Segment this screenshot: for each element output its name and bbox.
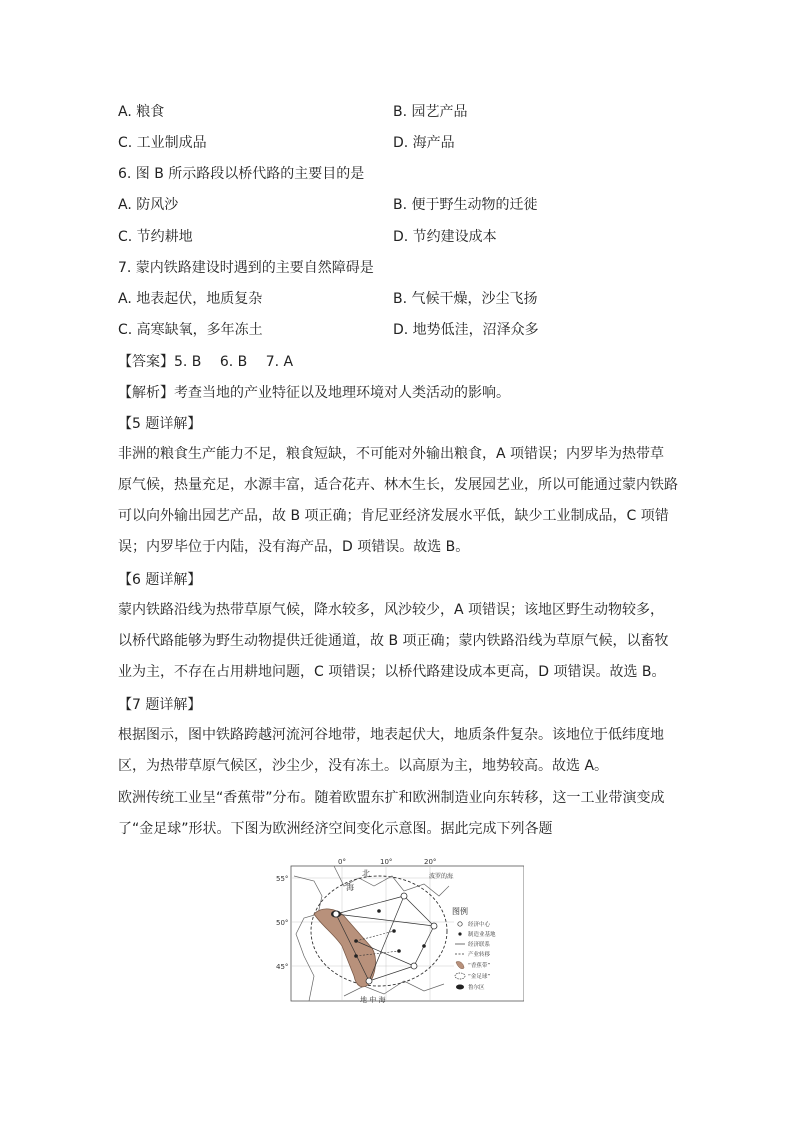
legend-manufacturing-icon <box>458 932 461 935</box>
north-sea-label-1: 北 <box>362 869 370 878</box>
q6-option-a: A. 防风沙 <box>118 197 179 213</box>
detail-5-body: 非洲的粮食生产能力不足，粮食短缺，不可能对外输出粮食，A 项错误；内罗毕为热带草原气候，热量充足，水源丰富，适合花卉、林木生长，发展园艺业，所以可能通过蒙内铁路可以向外输出园艺产品，故 B 项正确；肯尼亚经济发展水平低，缺少工业制成品，C 项错误；内罗毕位于内陆，没有海产品，D 项错误。故选 B。 <box>118 446 678 555</box>
legend-industry-transfer: 产业转移 <box>468 952 491 958</box>
lat-label-45: 45° <box>276 963 289 971</box>
lat-label-55: 55° <box>276 875 289 883</box>
legend-golden-football: “金足球” <box>468 974 491 980</box>
lat-label-50: 50° <box>276 919 289 927</box>
detail-6-body: 蒙内铁路沿线为热带草原气候，降水较多，风沙较少，A 项错误；该地区野生动物较多，以桥代路能够为野生动物提供迁徙通道，故 B 项正确；蒙内铁路沿线为草原气候，以畜牧业为主，不存在占用耕地问题，C 项错误；以桥代路建设成本更高，D 项错误。故选 B。 <box>118 602 669 680</box>
detail-7-body: 根据图示，图中铁路跨越河流河谷地带，地表起伏大，地质条件复杂。该地位于低纬度地区，为热带草原气候区，沙尘少，没有冻土。以高原为主，地势较高。故选 A。 <box>118 727 664 774</box>
answer-line: 【答案】5. B 6. B 7. A <box>118 354 294 370</box>
legend-ruhr: 鲁尔区 <box>468 985 485 991</box>
question-intro: 欧洲传统工业呈“香蕉带”分布。随着欧盟东扩和欧洲制造业向东转移，这一工业带演变成了“金足球”形状。下图为欧洲经济空间变化示意图。据此完成下列各题 <box>118 790 665 837</box>
q5-option-b: B. 园艺产品 <box>393 104 468 120</box>
q5-option-a: A. 粮食 <box>118 104 165 120</box>
legend-economic-link: 经济联系 <box>468 942 491 948</box>
q6-option-c: C. 节约耕地 <box>118 229 193 245</box>
q5-option-d: D. 海产品 <box>393 135 455 151</box>
detail-6-title: 【6 题详解】 <box>118 572 202 588</box>
europe-economic-space-map <box>274 856 524 1006</box>
lon-label-0: 0° <box>338 858 346 866</box>
legend-manufacturing: 制造业基地 <box>468 932 496 938</box>
q7-option-c: C. 高寒缺氧，多年冻土 <box>118 322 263 338</box>
north-sea-label-2: 海 <box>346 883 354 892</box>
legend-banana-belt: “香蕉带” <box>468 963 491 969</box>
lon-label-10: 10° <box>380 858 393 866</box>
lon-label-20: 20° <box>424 858 437 866</box>
q6-option-b: B. 便于野生动物的迁徙 <box>393 197 538 213</box>
mediterranean-label: 地 中 海 <box>360 996 386 1004</box>
legend-economic-center: 经济中心 <box>468 922 491 928</box>
legend-title: 图例 <box>452 907 468 916</box>
baltic-sea-label: 波罗的海 <box>429 873 454 880</box>
q6-stem: 6. 图 B 所示路段以桥代路的主要目的是 <box>118 166 365 182</box>
q5-option-c: C. 工业制成品 <box>118 135 207 151</box>
detail-7-title: 【7 题详解】 <box>118 697 202 713</box>
legend-ruhr-icon <box>456 985 464 990</box>
detail-5-title: 【5 题详解】 <box>118 416 202 432</box>
analysis-line: 【解析】考查当地的产业特征以及地理环境对人类活动的影响。 <box>118 385 510 401</box>
q7-stem: 7. 蒙内铁路建设时遇到的主要自然障碍是 <box>118 260 374 276</box>
q6-option-d: D. 节约建设成本 <box>393 229 497 245</box>
q7-option-b: B. 气候干燥，沙尘飞扬 <box>393 291 538 307</box>
legend-economic-center-icon <box>458 922 462 926</box>
q7-option-d: D. 地势低洼，沼泽众多 <box>393 322 539 338</box>
q7-option-a: A. 地表起伏，地质复杂 <box>118 291 263 307</box>
